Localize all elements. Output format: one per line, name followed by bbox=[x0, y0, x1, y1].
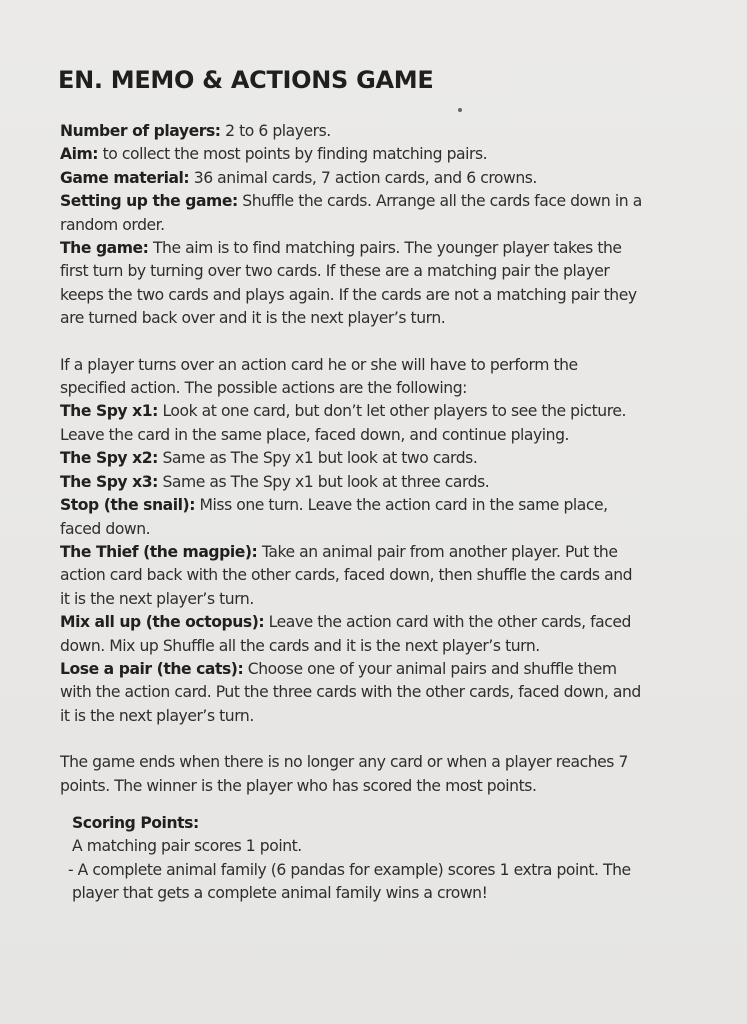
lose-text-1: Choose one of your animal pairs and shuffle them bbox=[243, 659, 617, 678]
material-line bbox=[60, 167, 700, 190]
actions-section bbox=[60, 354, 700, 729]
scoring-section bbox=[68, 812, 700, 906]
players-line bbox=[60, 120, 700, 143]
ending-section bbox=[60, 751, 700, 798]
game-text-2: first turn by turning over two cards. If these are a matching pair the player bbox=[60, 262, 610, 281]
intro-section bbox=[60, 120, 700, 331]
actions-intro-1: If a player turns over an action card he or she will have to perform the bbox=[60, 355, 578, 374]
mix-line bbox=[60, 611, 700, 634]
game-text-4: are turned back over and it is the next player’s turn. bbox=[60, 309, 446, 328]
rules-text bbox=[60, 120, 700, 906]
scoring-heading bbox=[72, 812, 700, 835]
actions-intro-2: specified action. The possible actions are the following: bbox=[60, 379, 467, 398]
game-label: The game: bbox=[60, 239, 149, 258]
scoring-item-2: - A complete animal family (6 pandas for example) scores 1 extra point. The bbox=[68, 860, 631, 879]
lose-text-3: it is the next player’s turn. bbox=[60, 706, 254, 725]
lose-text-2: with the action card. Put the three cards with the other cards, faced down, and bbox=[60, 683, 641, 702]
spy3-label: The Spy x3: bbox=[60, 472, 158, 491]
game-text-3: keeps the two cards and plays again. If the cards are not a matching pair they bbox=[60, 285, 637, 304]
section-gap bbox=[60, 331, 700, 354]
thief-text-2: action card back with the other cards, faced down, then shuffle the cards and bbox=[60, 566, 633, 585]
mix-text-1: Leave the action card with the other cards, faced bbox=[264, 613, 631, 632]
spy1-text-2: Leave the card in the same place, faced down, and continue playing. bbox=[60, 425, 570, 444]
mix-text-2: down. Mix up Shuffle all the cards and it is the next player’s turn. bbox=[60, 636, 540, 655]
spy2-label: The Spy x2: bbox=[60, 449, 158, 468]
setup-text-1: Shuffle the cards. Arrange all the cards face down in a bbox=[237, 192, 642, 211]
players-text: 2 to 6 players. bbox=[220, 122, 331, 140]
stop-label: Stop (the snail): bbox=[60, 496, 195, 515]
aim-line bbox=[60, 143, 700, 166]
players-label: Number of players: bbox=[60, 122, 221, 140]
lose-line bbox=[60, 658, 700, 681]
thief-label: The Thief (the magpie): bbox=[60, 542, 258, 561]
ending-text-2: points. The winner is the player who has scored the most points. bbox=[60, 776, 537, 795]
aim-text: to collect the most points by finding matching pairs. bbox=[98, 145, 488, 164]
spy3-text: Same as The Spy x1 but look at three cards. bbox=[157, 472, 490, 491]
game-text-1: The aim is to find matching pairs. The younger player takes the bbox=[148, 239, 622, 258]
mix-label: Mix all up (the octopus): bbox=[60, 613, 265, 632]
scoring-heading-label: Scoring Points: bbox=[72, 813, 199, 832]
ending-text-1: The game ends when there is no longer any card or when a player reaches 7 bbox=[60, 753, 628, 772]
setup-line bbox=[60, 190, 700, 213]
stop-line bbox=[60, 494, 700, 517]
spy2-line bbox=[60, 447, 700, 470]
game-line bbox=[60, 237, 700, 260]
thief-line bbox=[60, 541, 700, 564]
page-title: EN. MEMO & ACTIONS GAME bbox=[58, 66, 434, 94]
section-gap bbox=[60, 728, 700, 751]
spy2-text: Same as The Spy x1 but look at two cards. bbox=[157, 449, 478, 468]
paper-speck bbox=[458, 108, 462, 112]
section-gap bbox=[60, 798, 700, 812]
material-text: 36 animal cards, 7 action cards, and 6 crowns. bbox=[189, 168, 537, 187]
thief-text-3: it is the next player’s turn. bbox=[60, 589, 254, 608]
setup-text-2: random order. bbox=[60, 215, 165, 234]
spy3-line bbox=[60, 471, 700, 494]
setup-label: Setting up the game: bbox=[60, 192, 238, 211]
scoring-item-1: A matching pair scores 1 point. bbox=[72, 837, 302, 856]
stop-text-2: faced down. bbox=[60, 519, 151, 538]
scoring-item-2-continued: player that gets a complete animal family wins a crown! bbox=[72, 884, 488, 903]
lose-label: Lose a pair (the cats): bbox=[60, 659, 244, 678]
material-label: Game material: bbox=[60, 168, 190, 187]
stop-text-1: Miss one turn. Leave the action card in the same place, bbox=[195, 496, 608, 515]
aim-label: Aim: bbox=[60, 145, 99, 164]
spy1-text-1: Look at one card, but don’t let other players to see the picture. bbox=[157, 402, 627, 421]
spy1-line bbox=[60, 400, 700, 423]
spy1-label: The Spy x1: bbox=[60, 402, 158, 421]
thief-text-1: Take an animal pair from another player. Put the bbox=[257, 542, 618, 561]
